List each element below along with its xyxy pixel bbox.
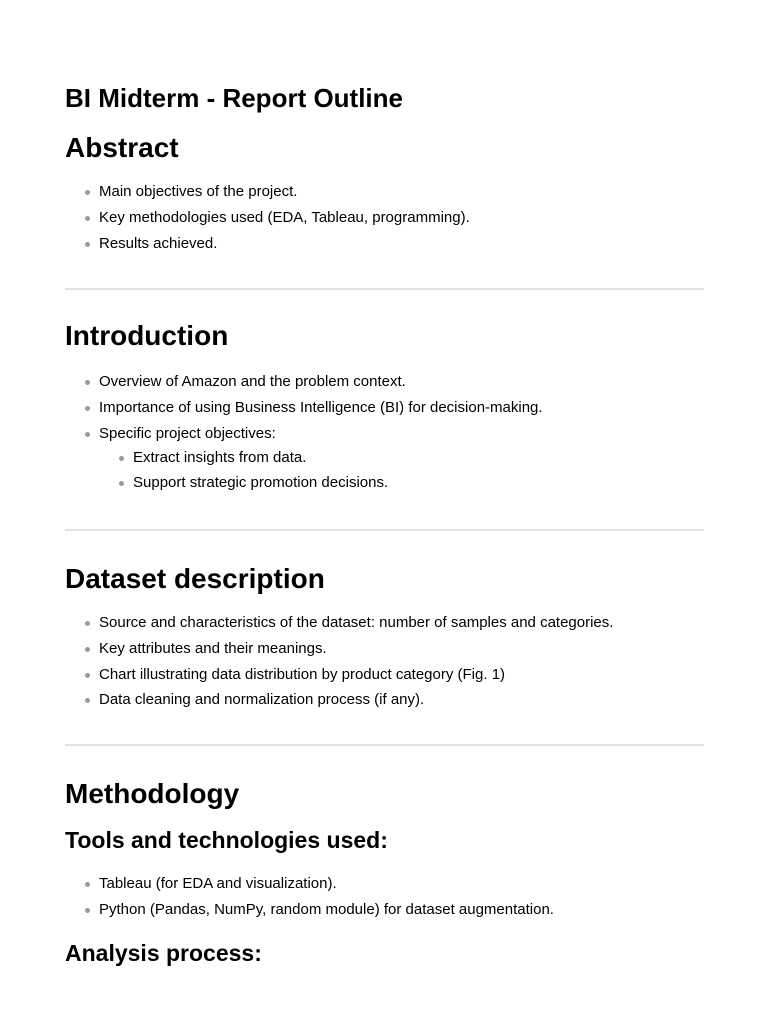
list-item-text: Specific project objectives: <box>99 425 276 442</box>
list-item <box>99 901 554 919</box>
list-item-text: Tableau (for EDA and visualization). <box>99 875 337 892</box>
list-item <box>99 666 505 684</box>
list-item-text: Source and characteristics of the dataset: number of samples and categories. <box>99 614 614 631</box>
bullet-icon <box>85 380 90 385</box>
bullet-icon <box>119 481 124 486</box>
bullet-icon <box>85 673 90 678</box>
list-item <box>99 183 297 201</box>
list-item-text: Overview of Amazon and the problem context. <box>99 373 406 390</box>
list-item <box>99 640 327 658</box>
section-divider <box>65 288 704 290</box>
section-heading-methodology: Methodology <box>65 778 240 809</box>
bullet-icon <box>85 908 90 913</box>
section-heading-dataset: Dataset description <box>65 563 325 594</box>
list-item <box>99 209 470 227</box>
bullet-icon <box>85 621 90 626</box>
document-title: BI Midterm - Report Outline <box>65 83 403 113</box>
bullet-icon <box>85 647 90 652</box>
bullet-icon <box>85 406 90 411</box>
section-heading-abstract: Abstract <box>65 132 179 163</box>
list-item <box>99 875 337 893</box>
list-item-text: Main objectives of the project. <box>99 183 298 200</box>
subsection-heading-analysis: Analysis process: <box>65 940 262 966</box>
list-item-text: Key methodologies used (EDA, Tableau, programming). <box>99 209 470 226</box>
list-item <box>99 235 217 253</box>
section-divider <box>65 529 704 531</box>
list-item-text: Extract insights from data. <box>133 449 307 466</box>
list-item <box>99 425 276 443</box>
bullet-icon <box>85 882 90 887</box>
list-item <box>99 614 613 632</box>
nested-list-item <box>133 474 388 492</box>
list-item-text: Support strategic promotion decisions. <box>133 474 389 491</box>
bullet-icon <box>85 242 90 247</box>
bullet-icon <box>119 456 124 461</box>
list-item <box>99 399 543 417</box>
list-item <box>99 691 424 709</box>
bullet-icon <box>85 698 90 703</box>
section-heading-introduction: Introduction <box>65 320 229 351</box>
bullet-icon <box>85 216 90 221</box>
bullet-icon <box>85 190 90 195</box>
subsection-heading-tools: Tools and technologies used: <box>65 827 388 853</box>
list-item-text: Python (Pandas, NumPy, random module) for dataset augmentation. <box>99 901 554 918</box>
list-item-text: Importance of using Business Intelligence (BI) for decision-making. <box>99 399 543 416</box>
list-item-text: Chart illustrating data distribution by product category (Fig. 1) <box>99 666 506 683</box>
list-item <box>99 373 406 391</box>
section-divider <box>65 744 704 746</box>
nested-list-item <box>133 449 306 467</box>
list-item-text: Key attributes and their meanings. <box>99 640 327 657</box>
list-item-text: Results achieved. <box>99 235 218 252</box>
list-item-text: Data cleaning and normalization process (if any). <box>99 691 425 708</box>
bullet-icon <box>85 432 90 437</box>
